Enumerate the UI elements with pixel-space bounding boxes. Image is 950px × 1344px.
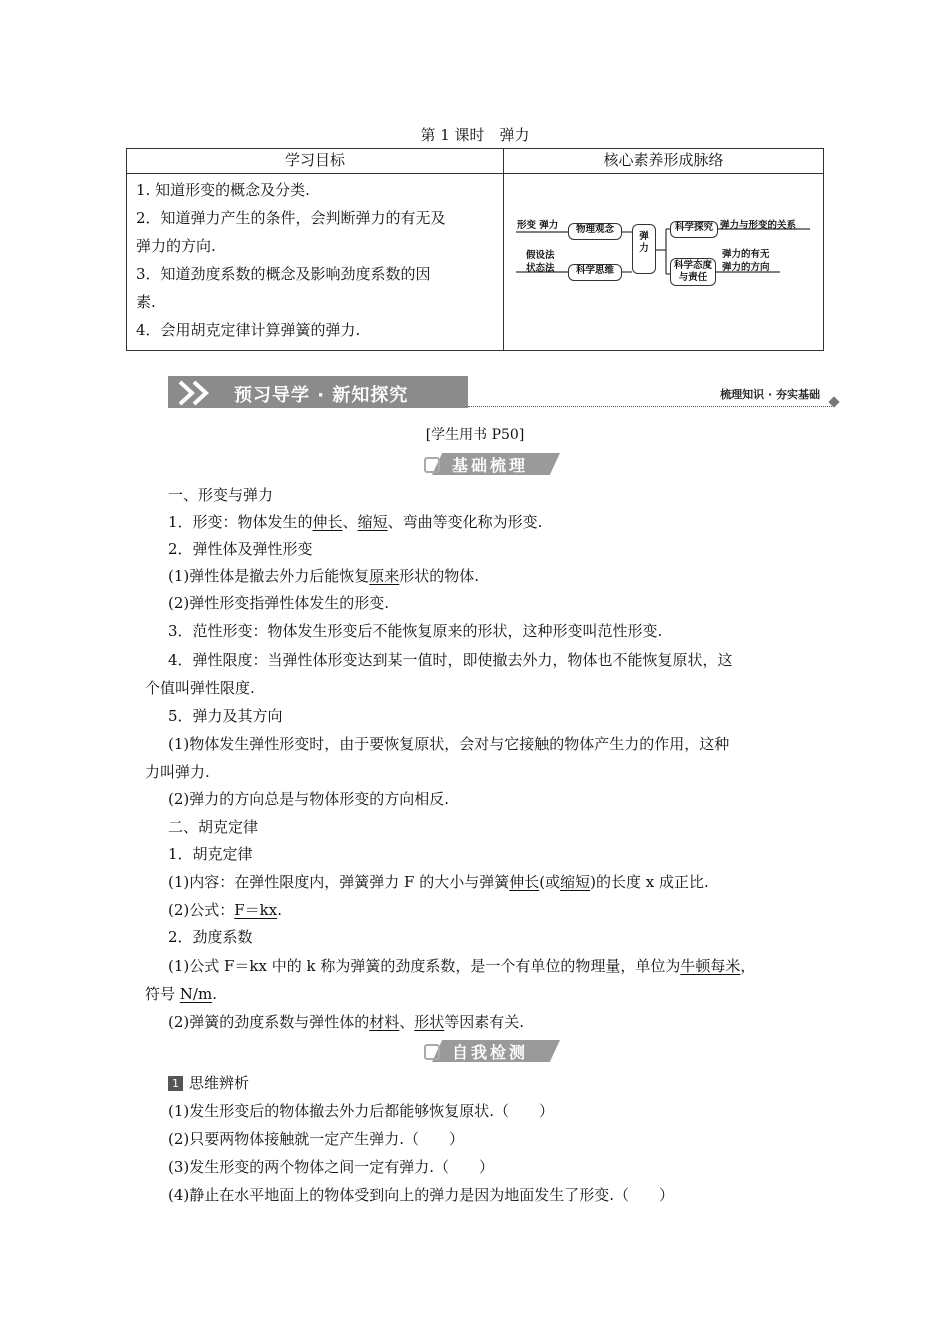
text-line: (2)弹性形变指弹性体发生的形变. [168,594,390,612]
text-line: 1．胡克定律 [168,845,253,863]
goal-line: 弹力的方向. [136,237,216,255]
goals-cell [127,174,504,351]
diagram-label-state: 状态法 [526,263,555,274]
header-core-literacy: 核心素养形成脉络 [504,149,824,174]
text-line: (2)公式：F＝kx. [168,901,282,919]
banner-divider [468,406,832,407]
text-line: (2)弹簧的劲度系数与弹性体的材料、形状等因素有关. [168,1013,525,1031]
check-heading: 1 思维辨析 [168,1072,249,1093]
text-line: 3．范性形变：物体发生形变后不能恢复原来的形状，这种形变叫范性形变. [168,622,663,640]
text-line: (1)物体发生弹性形变时，由于要恢复原状，会对与它接触的物体产生力的作用，这种 [168,735,730,753]
diagram-label-assumption: 假设法 [526,250,555,261]
check-item: (1)发生形变后的物体撤去外力后都能够恢复原状.（ ） [168,1102,555,1120]
banner-subtitle: 梳理知识 · 夯实基础 [720,388,820,401]
diagram-label-existence: 弹力的有无 [722,249,770,260]
heading-hooke: 二、胡克定律 [168,818,259,836]
text-line: (1)内容：在弹性限度内，弹簧弹力 F 的大小与弹簧伸长(或缩短)的长度 x 成正比. [168,873,709,891]
goal-line: 2．知道弹力产生的条件，会判断弹力的有无及 [136,209,446,227]
goal-line: 3．知道劲度系数的概念及影响劲度系数的因 [136,265,431,283]
section-banner [168,376,838,410]
number-badge: 1 [168,1076,183,1091]
banner-title: 预习导学 · 新知探究 [234,385,409,406]
goal-line: 素. [136,293,156,311]
section-basics-header [420,451,560,475]
text-line: 5．弹力及其方向 [168,707,283,725]
text-line: 2．劲度系数 [168,928,253,946]
header-learning-goals: 学习目标 [127,149,504,174]
check-item: (4)静止在水平地面上的物体受到向上的弹力是因为地面发生了形变.（ ） [168,1186,675,1204]
node-science-attitude [670,258,716,286]
attitude-line-1: 科学态度 [673,260,712,271]
lesson-title: 第 1 课时 弹力 [420,126,530,144]
diagram-label-direction: 弹力的方向 [722,262,770,273]
text-line: 1．形变：物体发生的伸长、缩短、弯曲等变化称为形变. [168,513,543,531]
literacy-diagram [504,174,824,344]
text-line: 个值叫弹性限度. [145,679,255,697]
node-science-explore: 科学探究 [670,221,718,238]
heading-deformation: 一、形变与弹力 [168,486,274,504]
goal-line: 4．会用胡克定律计算弹簧的弹力. [136,321,361,339]
section-selfcheck-header [420,1038,560,1062]
text-line: (1)弹性体是撤去外力后能恢复原来形状的物体. [168,567,480,585]
diagram-label-deformation: 形变 弹力 [517,220,559,231]
literacy-diagram-cell [504,174,824,351]
text-line: (2)弹力的方向总是与物体形变的方向相反. [168,790,450,808]
double-chevron-icon [176,380,226,406]
text-line: 2．弹性体及弹性形变 [168,540,313,558]
node-center [632,224,656,274]
book-reference: [学生用书 P50] [425,427,525,443]
goal-line: 1. 知道形变的概念及分类. [136,181,310,199]
node-science-thinking: 科学思维 [568,264,622,281]
center-char-1: 弹 [639,231,649,242]
center-char-2: 力 [639,242,649,254]
text-line: 4．弹性限度：当弹性体形变达到某一值时，即使撤去外力，物体也不能恢复原状，这 [168,651,733,669]
check-item: (2)只要两物体接触就一定产生弹力.（ ） [168,1130,465,1148]
objectives-table [126,148,824,351]
text-line: (1)公式 F＝kx 中的 k 称为弹簧的劲度系数，是一个有单位的物理量，单位为牛顿每米， [168,957,756,975]
check-item: (3)发生形变的两个物体之间一定有弹力.（ ） [168,1158,495,1176]
section-selfcheck-title: 自我检测 [451,1043,528,1062]
diagram-label-relation: 弹力与形变的关系 [720,220,797,231]
node-physics-concept: 物理观念 [568,223,622,240]
text-line: 力叫弹力. [145,763,210,781]
text-line: 符号 N/m. [145,985,217,1003]
section-basics-title: 基础梳理 [451,456,528,475]
attitude-line-2: 与责任 [678,271,708,283]
